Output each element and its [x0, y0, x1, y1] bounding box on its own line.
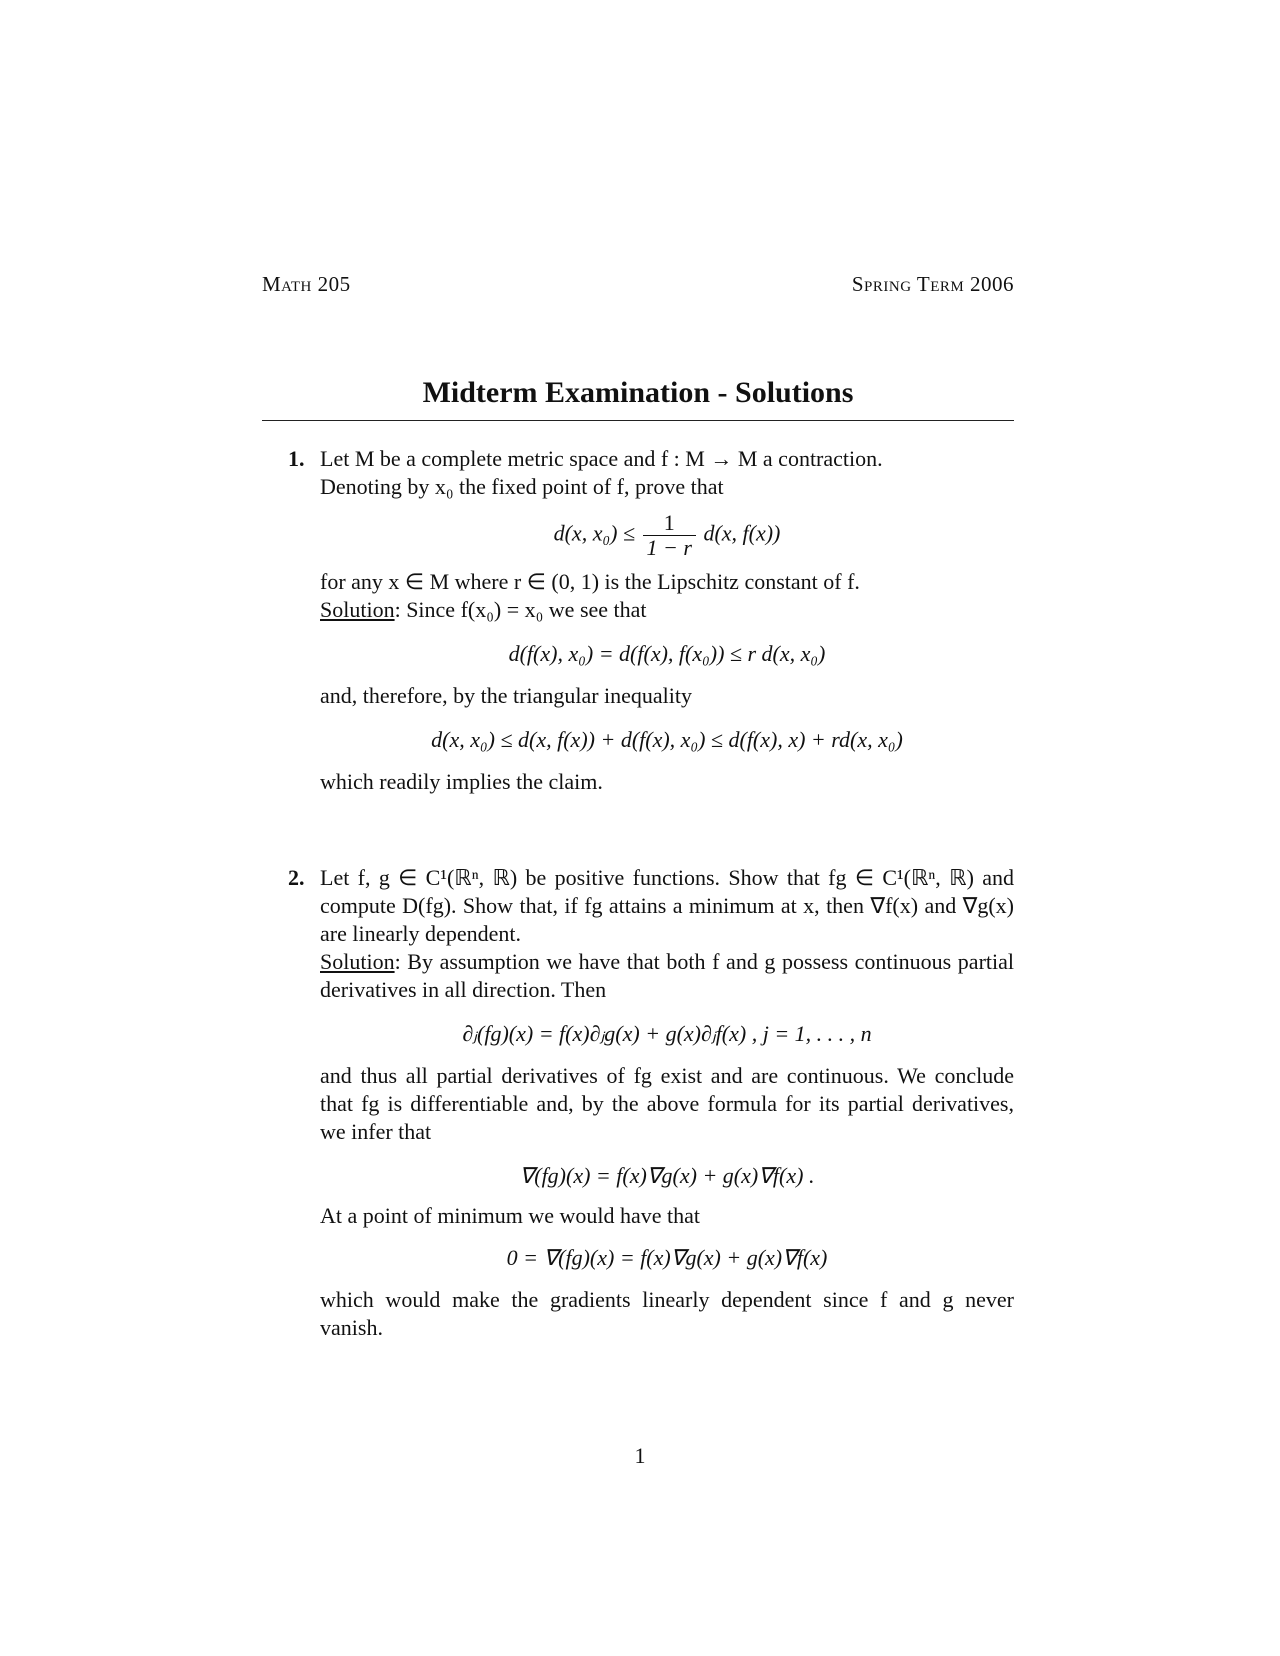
problem-text: and, therefore, by the triangular inequality: [320, 683, 693, 708]
page-number: 1: [634, 1443, 646, 1468]
solution-text: : By assumption we have that both f and g possess continuous partial derivatives in all direction. Then: [320, 949, 1014, 1002]
equation: d(f(x), x₀) = d(f(x), f(x₀)) ≤ r d(x, x₀): [508, 641, 826, 666]
fraction: [643, 511, 696, 560]
equation: 0 = ∇(fg)(x) = f(x)∇g(x) + g(x)∇f(x): [506, 1245, 828, 1270]
title-rule: [262, 420, 1014, 421]
solution-intro: [320, 596, 1014, 624]
fraction-numerator: 1: [643, 511, 696, 536]
equation-left: d(x, x₀) ≤: [553, 520, 636, 546]
problem-text: for any x ∈ M where r ∈ (0, 1) is the Lipschitz constant of f.: [320, 569, 860, 594]
page-title: Midterm Examination - Solutions: [422, 376, 854, 409]
equation: ∇(fg)(x) = f(x)∇g(x) + g(x)∇f(x) .: [519, 1163, 815, 1188]
problem-text: and thus all partial derivatives of fg exist and are continuous. We conclude that fg is differentiable and, by the above formula for its partial derivatives, we infer that: [320, 1063, 1014, 1144]
problem-number: 1.: [288, 446, 305, 471]
equation: [320, 511, 1014, 560]
solution-label: Solution: [320, 597, 395, 622]
solution-label: Solution: [320, 949, 395, 974]
fraction-denominator: 1 − r: [646, 535, 692, 560]
problem-statement-line: Denoting by x₀ the fixed point of f, prove that: [320, 474, 724, 499]
solution-intro: [320, 948, 1014, 1004]
equation-right: d(x, f(x)): [703, 520, 781, 546]
term-header: Spring Term 2006: [851, 272, 1014, 296]
problem-number: 2.: [288, 865, 305, 890]
problem-text: which readily implies the claim.: [320, 769, 603, 794]
equation: d(x, x₀) ≤ d(x, f(x)) + d(f(x), x₀) ≤ d(f(x), x) + rd(x, x₀): [431, 727, 903, 752]
problem-statement-line: Let M be a complete metric space and f : M → M a contraction.: [320, 446, 883, 471]
solution-text: : Since f(x₀) = x₀ we see that: [394, 597, 647, 622]
problem-statement: Let f, g ∈ C¹(ℝⁿ, ℝ) be positive functions. Show that fg ∈ C¹(ℝⁿ, ℝ) and compute D(fg). Show that, if fg attains a minimum at x, then ∇f(x) and ∇g(x) are linearly dependent.: [320, 865, 1014, 946]
course-header: Math 205: [262, 272, 351, 296]
problem-text: At a point of minimum we would have that: [320, 1203, 701, 1228]
equation: ∂ⱼ(fg)(x) = f(x)∂ⱼg(x) + g(x)∂ⱼf(x) , j = 1, . . . , n: [462, 1021, 872, 1046]
problem-text: which would make the gradients linearly dependent since f and g never vanish.: [320, 1287, 1014, 1340]
problem-1: [262, 445, 1014, 796]
problem-2: [262, 864, 1014, 1342]
